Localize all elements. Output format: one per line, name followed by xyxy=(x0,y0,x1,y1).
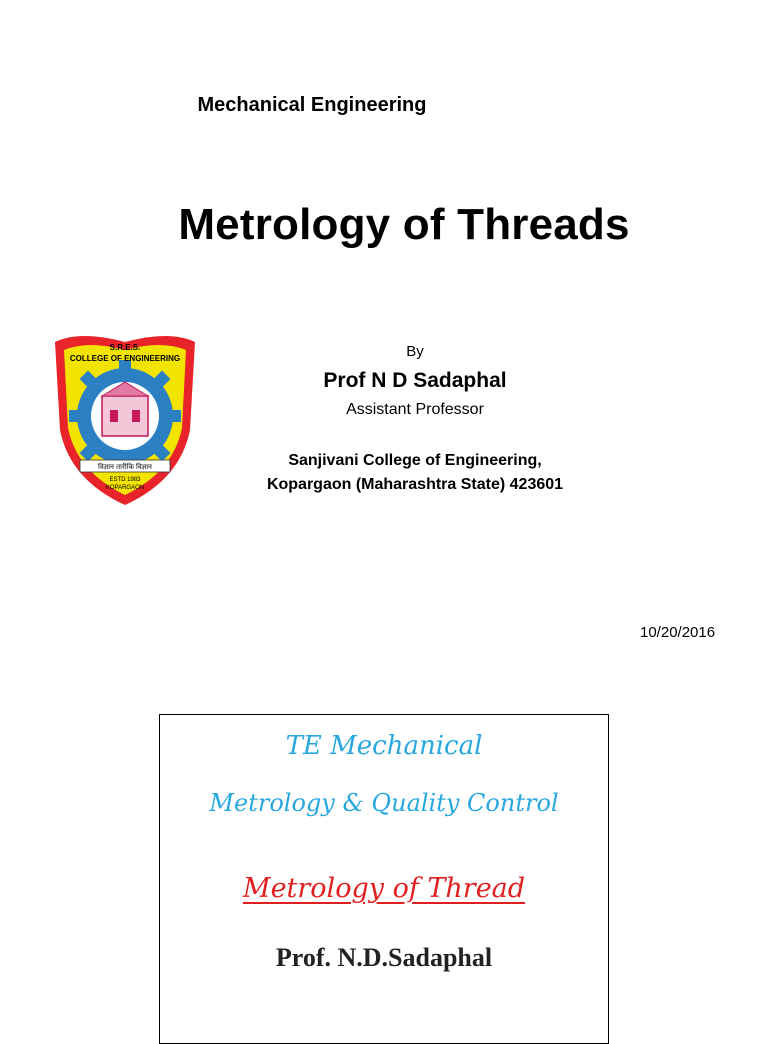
slide-date: 10/20/2016 xyxy=(640,624,716,641)
course-label: TE Mechanical xyxy=(285,731,483,761)
by-label: By xyxy=(406,343,424,360)
topic-label: Metrology of Thread xyxy=(242,873,526,904)
author-role: Assistant Professor xyxy=(346,401,484,418)
college-address xyxy=(230,449,600,497)
second-author: Prof. N.D.Sadaphal xyxy=(275,943,493,972)
second-slide-box xyxy=(159,714,609,1044)
subject-label: Metrology & Quality Control xyxy=(209,789,559,817)
college-line-1: Sanjivani College of Engineering, xyxy=(288,452,542,469)
logo-estd: ESTD 1983 xyxy=(109,477,141,483)
department-heading: Mechanical Engineering xyxy=(197,94,427,116)
logo-city: KOPARGAON xyxy=(105,485,145,491)
logo-text-top: S.R.E.S. xyxy=(109,343,141,352)
author-name: Prof N D Sadaphal xyxy=(323,369,507,392)
college-logo xyxy=(40,320,210,510)
college-line-2: Kopargaon (Maharashtra State) 423601 xyxy=(266,476,564,493)
page-title: Metrology of Threads xyxy=(178,200,630,249)
logo-motto: विज्ञान तारीकि विज्ञान xyxy=(98,463,152,471)
logo-text-college: COLLEGE OF ENGINEERING xyxy=(69,354,181,363)
